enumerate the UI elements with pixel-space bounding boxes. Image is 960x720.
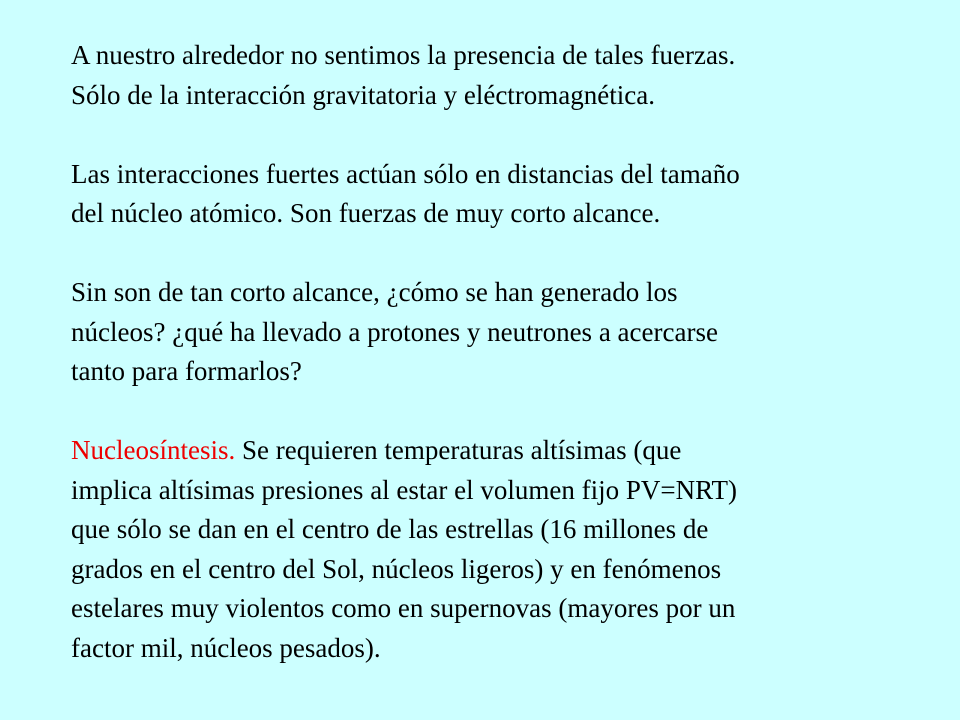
text-line: grados en el centro del Sol, núcleos ligeros) y en fenómenos <box>71 553 722 584</box>
slide-text-body <box>71 36 891 708</box>
text-line: Sólo de la interacción gravitatoria y eléctromagnética. <box>71 79 655 110</box>
text-line: Sin son de tan corto alcance, ¿cómo se han generado los <box>71 277 678 307</box>
text-line: A nuestro alrededor no sentimos la presencia de tales fuerzas. <box>71 40 736 70</box>
paragraph-strong-interactions <box>71 155 891 234</box>
text-line: núcleos? ¿qué ha llevado a protones y neutrones a acercarse <box>71 316 718 347</box>
paragraph-everyday-forces <box>71 36 891 115</box>
text-line: factor mil, núcleos pesados). <box>71 632 381 663</box>
text-line: estelares muy violentos como en supernovas (mayores por un <box>71 593 736 623</box>
text-line: tanto para formarlos? <box>71 356 302 386</box>
nucleosynthesis-term: Nucleosíntesis. <box>71 435 236 465</box>
text-line: del núcleo atómico. Son fuerzas de muy corto alcance. <box>71 198 661 228</box>
paragraph-nucleosynthesis <box>71 431 891 668</box>
text-line: Las interacciones fuertes actúan sólo en distancias del tamaño <box>71 158 740 189</box>
text-line <box>71 431 891 471</box>
text-fragment: Se requieren temperaturas altísimas (que <box>235 435 682 465</box>
text-line: implica altísimas presiones al estar el volumen fijo PV=NRT) <box>71 474 737 505</box>
paragraph-question <box>71 273 891 392</box>
text-line: que sólo se dan en el centro de las estrellas (16 millones de <box>71 514 709 544</box>
